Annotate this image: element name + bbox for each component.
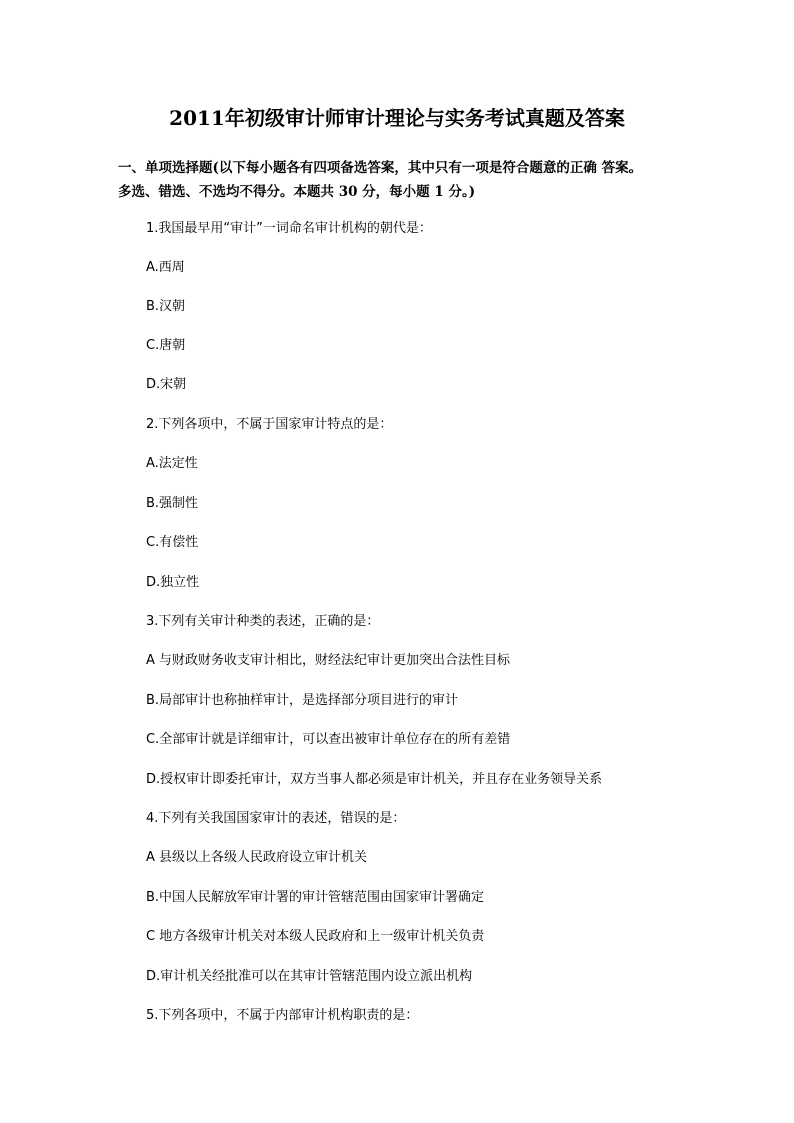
document-title: 2011年初级审计师审计理论与实务考试真题及答案 xyxy=(169,106,625,130)
question-4-option-b: B.中国人民解放军审计署的审计管辖范围由国家审计署确定 xyxy=(146,890,485,905)
question-4-option-a: A 县级以上各级人民政府设立审计机关 xyxy=(146,850,368,865)
question-4-option-d: D.审计机关经批准可以在其审计管辖范围内设立派出机构 xyxy=(146,969,473,984)
question-2-option-b: B.强制性 xyxy=(146,496,199,511)
question-1: 1.我国最早用“审计”一词命名审计机构的朝代是： xyxy=(146,221,432,236)
question-3: 3.下列有关审计种类的表述，正确的是： xyxy=(146,614,380,629)
question-1-option-c: C.唐朝 xyxy=(146,338,186,353)
question-2-option-c: C.有偿性 xyxy=(146,535,199,550)
question-1-option-a: A.西周 xyxy=(146,260,185,275)
question-2-option-a: A.法定性 xyxy=(146,456,198,471)
question-3-option-a: A 与财政财务收支审计相比，财经法纪审计更加突出合法性目标 xyxy=(146,653,511,668)
question-2-option-d: D.独立性 xyxy=(146,575,200,590)
section-heading xyxy=(118,156,688,204)
question-2: 2.下列各项中，不属于国家审计特点的是： xyxy=(146,417,393,432)
question-4: 4.下列有关我国国家审计的表述，错误的是： xyxy=(146,811,406,826)
question-1-option-d: D.宋朝 xyxy=(146,377,187,392)
question-5: 5.下列各项中，不属于内部审计机构职责的是： xyxy=(146,1008,419,1023)
question-1-option-b: B.汉朝 xyxy=(146,299,186,314)
question-4-option-c: C 地方各级审计机关对本级人民政府和上一级审计机关负责 xyxy=(146,929,485,944)
section-heading-line-1: 一、单项选择题(以下每小题各有四项备选答案，其中只有一项是符合题意的正确 答案。 xyxy=(118,160,643,176)
question-3-option-b: B.局部审计也称抽样审计，是选择部分项目进行的审计 xyxy=(146,693,459,708)
section-heading-line-2: 多选、错选、不选均不得分。本题共 30 分，每小题 1 分。) xyxy=(118,184,476,200)
question-3-option-d: D.授权审计即委托审计，双方当事人都必须是审计机关，并且存在业务领导关系 xyxy=(146,772,603,787)
question-3-option-c: C.全部审计就是详细审计，可以查出被审计单位存在的所有差错 xyxy=(146,732,511,747)
